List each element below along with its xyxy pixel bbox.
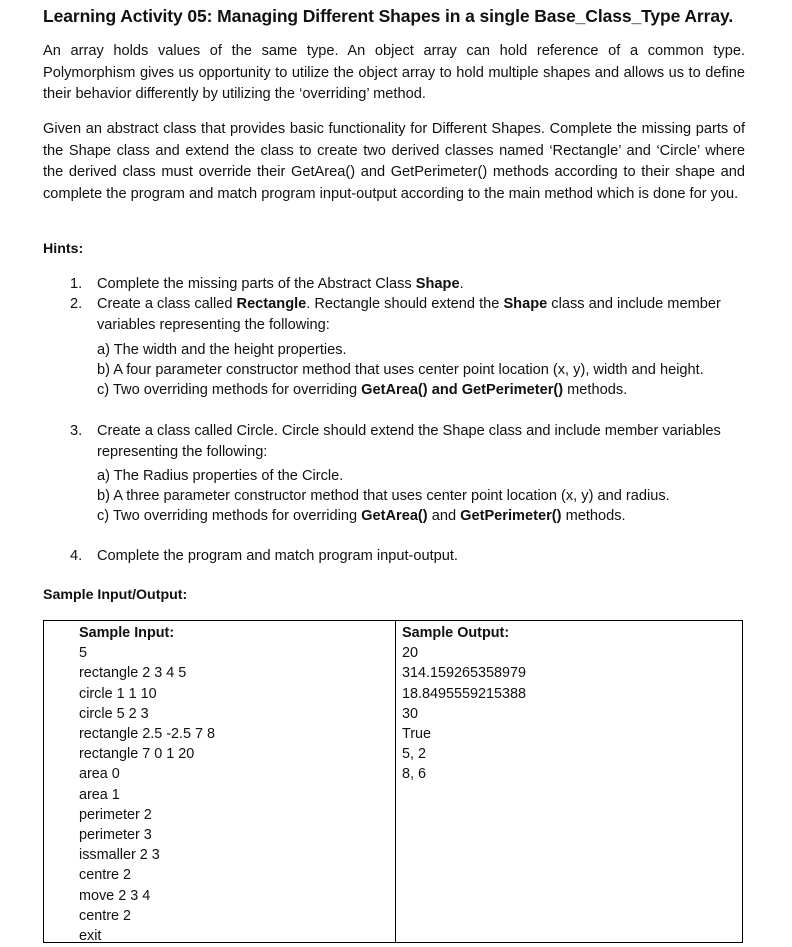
task-paragraph: Given an abstract class that provides basic functionality for Different Shapes. Complete the missing parts of the Shape class and extend the class to create two derived classes named ‘Rectangle’ and ‘Circle’ where the derived class must override their GetArea() and GetPerimeter() methods according to their shape and complete the program and match program input-output according to the main method which is done for you.: [43, 121, 745, 202]
hint-number: 3.: [70, 423, 83, 439]
sample-output-line: 30: [402, 705, 419, 722]
hint-2-sub-b: b) A four parameter constructor method that uses center point location (x, y), width and height.: [97, 362, 704, 378]
sample-input-line: circle 5 2 3: [79, 705, 149, 722]
hint-bold-term: Rectangle: [236, 296, 307, 312]
sample-input-line: area 1: [79, 786, 120, 803]
sample-input-line: exit: [79, 928, 102, 945]
sub-text-part: methods.: [563, 382, 628, 398]
sample-output-column: [402, 623, 526, 785]
hint-bold-term: Shape: [503, 296, 548, 312]
sample-output-line: 314.159265358979: [402, 665, 527, 682]
sample-output-line: 20: [402, 645, 419, 662]
sample-input-line: rectangle 2.5 -2.5 7 8: [79, 726, 216, 743]
hint-text-part: .: [459, 276, 464, 292]
sub-text-part: methods.: [561, 508, 626, 524]
sample-input-line: area 0: [79, 766, 120, 783]
sample-input-line: perimeter 2: [79, 806, 152, 823]
sample-output-header: Sample Output:: [402, 625, 510, 641]
sample-input-line: perimeter 3: [79, 827, 152, 844]
sub-bold-term: GetArea(): [361, 508, 428, 524]
sub-bold-term: GetPerimeter(): [460, 508, 562, 524]
page-title: Learning Activity 05: Managing Different Shapes in a single Base_Class_Type Array.: [43, 6, 734, 26]
hint-2-sub-c: [97, 380, 757, 401]
hint-3-sub-a: a) The Radius properties of the Circle.: [97, 468, 344, 484]
hint-text-part: class and include member variables representing the following:: [97, 296, 721, 333]
hints-heading: Hints:: [43, 241, 84, 257]
hint-3-sub-c: [97, 506, 757, 527]
hint-bold-term: Shape: [415, 276, 460, 292]
sample-output-line: 8, 6: [402, 766, 427, 783]
hint-number: 4.: [70, 548, 83, 564]
sample-output-line: 18.8495559215388: [402, 685, 527, 702]
sample-input-line: 5: [79, 645, 88, 662]
sample-io-table: [43, 620, 743, 943]
sample-input-header: Sample Input:: [79, 625, 175, 641]
hint-text: Create a class called Circle. Circle should extend the Shape class and include member variables representing the following:: [97, 423, 721, 460]
hint-text-part: . Rectangle should extend the: [306, 296, 504, 312]
hint-2-sub-a: a) The width and the height properties.: [97, 342, 347, 358]
hint-text-part: Complete the missing parts of the Abstract Class: [97, 276, 416, 292]
sample-output-line: True: [402, 726, 432, 743]
sample-input-line: circle 1 1 10: [79, 685, 157, 702]
hint-text: [97, 294, 750, 335]
intro-paragraph: An array holds values of the same type. An object array can hold reference of a common type. Polymorphism gives us opportunity to utilize the object array to hold multiple shapes and allows us to define their behavior differently by utilizing the ‘overriding’ method.: [43, 43, 745, 102]
sample-input-line: rectangle 7 0 1 20: [79, 746, 195, 763]
sample-io-heading: Sample Input/Output:: [43, 587, 188, 603]
sub-text-part: c) Two overriding methods for overriding: [97, 382, 362, 398]
sample-input-line: issmaller 2 3: [79, 847, 160, 864]
hint-text: [97, 274, 750, 295]
sample-input-column: [79, 623, 215, 946]
sub-text-part: c) Two overriding methods for overriding: [97, 508, 362, 524]
sub-bold-term: GetArea() and GetPerimeter(): [361, 382, 564, 398]
sample-input-line: centre 2: [79, 867, 131, 884]
sample-output-line: 5, 2: [402, 746, 427, 763]
hint-text: Complete the program and match program input-output.: [97, 548, 458, 564]
sample-input-line: rectangle 2 3 4 5: [79, 665, 187, 682]
sample-input-line: centre 2: [79, 907, 131, 924]
hint-text-part: Create a class called: [97, 296, 237, 312]
sample-input-line: move 2 3 4: [79, 887, 151, 904]
table-column-divider: [395, 621, 396, 942]
sub-text-part: and: [427, 508, 461, 524]
hint-number: 1.: [70, 276, 83, 292]
hint-number: 2.: [70, 296, 83, 312]
hint-3-sub-b: b) A three parameter constructor method that uses center point location (x, y) and radius.: [97, 488, 670, 504]
